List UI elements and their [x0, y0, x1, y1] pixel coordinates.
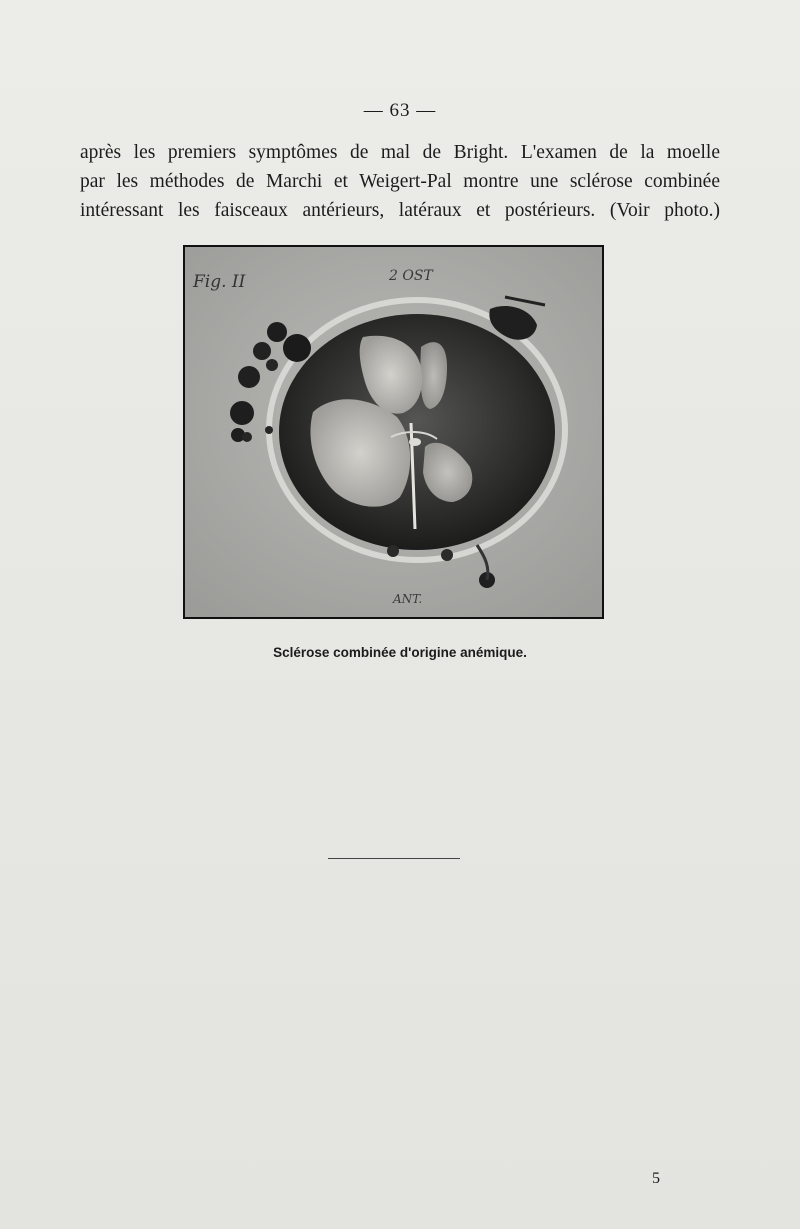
figure-photograph — [183, 245, 604, 619]
section-divider — [328, 858, 460, 859]
figure-annotation-top: 2 OST — [389, 268, 433, 284]
spinal-cord-section-image — [185, 247, 602, 617]
figure-label: Fig. II — [193, 272, 246, 292]
figure-annotation-bottom: ANT. — [393, 592, 423, 606]
page-number: — 63 — — [363, 100, 437, 121]
paragraph-line: intéressant les faisceaux antérieurs, latéraux et postérieurs. (Voir photo.) — [80, 200, 720, 221]
paragraph-line: par les méthodes de Marchi et Weigert-Pal montre une sclérose combinée — [80, 171, 720, 192]
body-paragraph — [80, 138, 720, 225]
sheet-number: 5 — [652, 1170, 660, 1187]
figure-caption: Sclérose combinée d'origine anémique. — [273, 645, 527, 660]
paragraph-line: après les premiers symptômes de mal de Bright. L'examen de la moelle — [80, 142, 720, 163]
